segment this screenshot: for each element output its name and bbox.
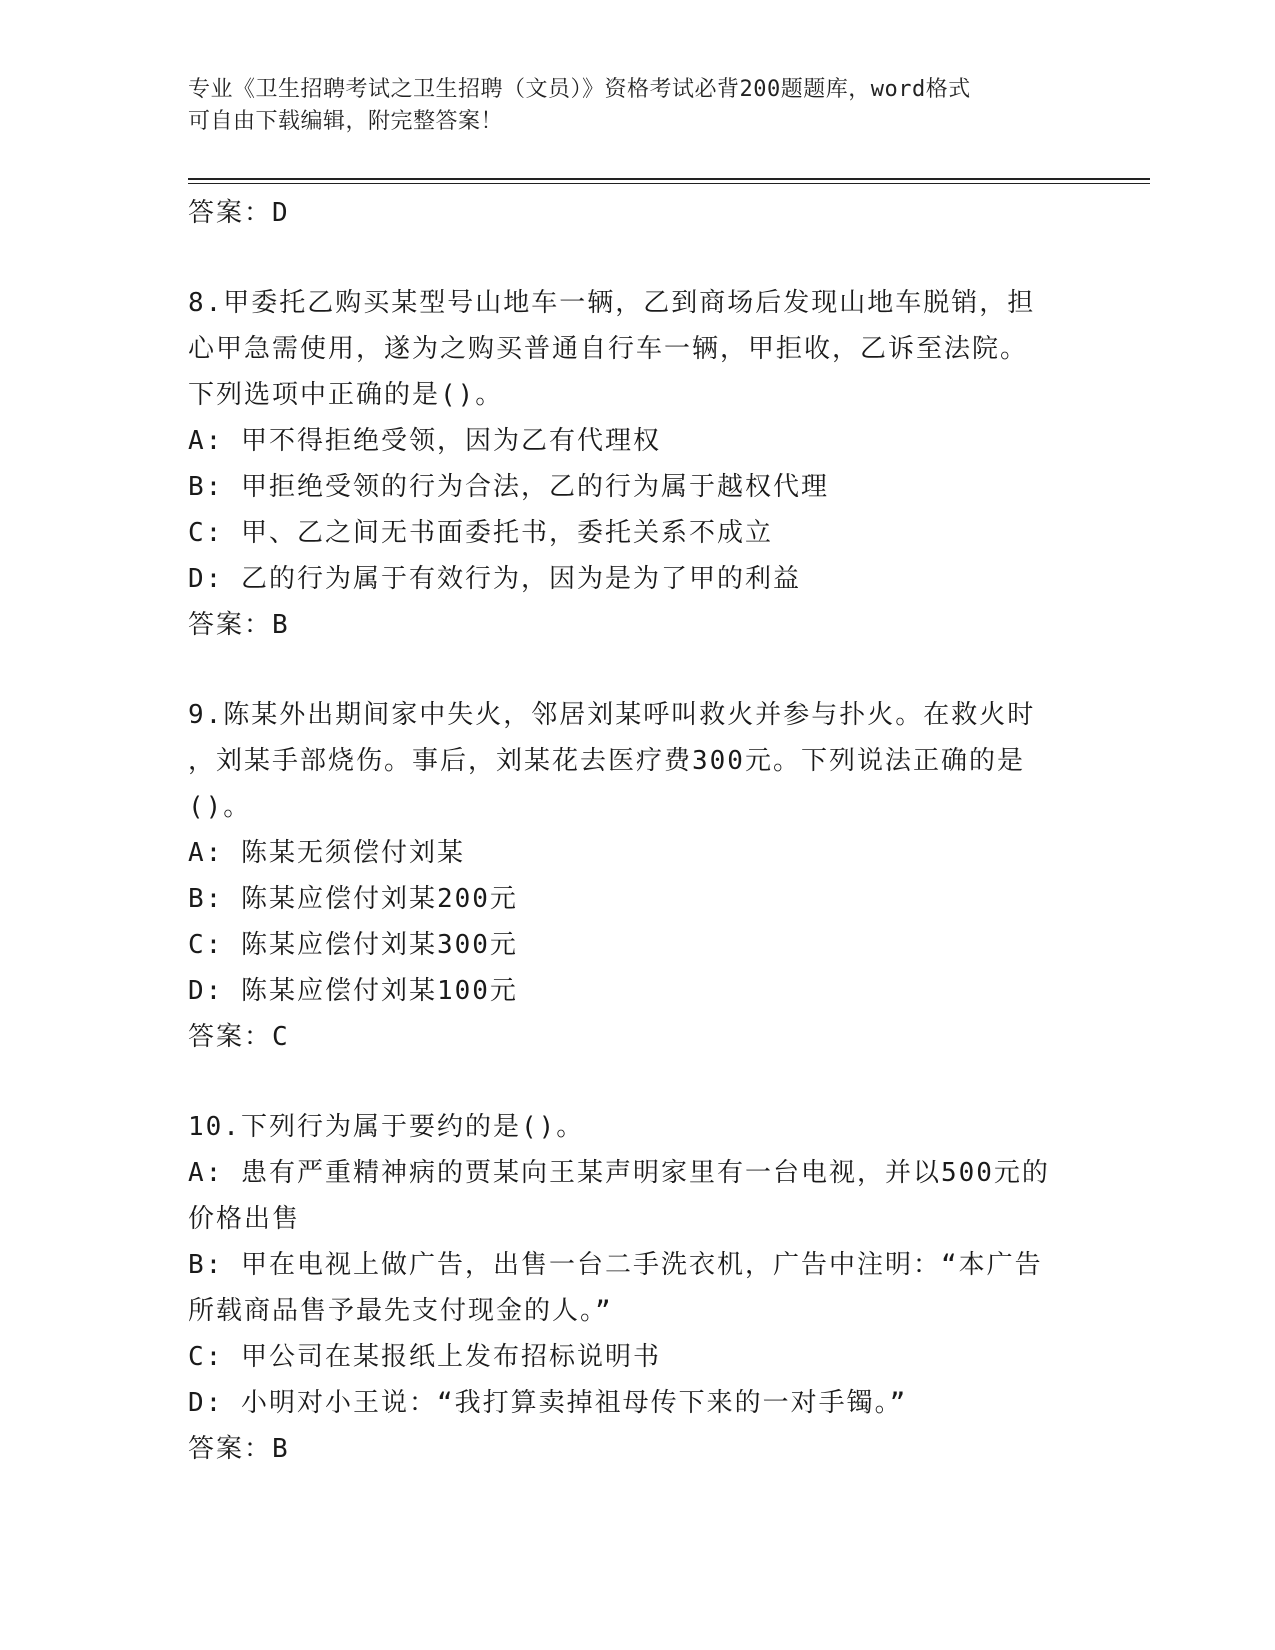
question-stem-line: 心甲急需使用，遂为之购买普通自行车一辆，甲拒收，乙诉至法院。 — [188, 334, 1029, 364]
option-c: C: 甲、乙之间无书面委托书，委托关系不成立 — [188, 518, 773, 548]
question-stem-line: ，刘某手部烧伤。事后，刘某花去医疗费300元。下列说法正确的是 — [188, 746, 1025, 776]
header-line-1: 专业《卫生招聘考试之卫生招聘（文员）》资格考试必背200题题库，word格式 — [188, 77, 971, 102]
answer-line: 答案：B — [188, 610, 290, 640]
option-d: D: 陈某应偿付刘某100元 — [188, 976, 518, 1006]
previous-answer: 答案：D — [188, 198, 290, 228]
header-line-2: 可自由下载编辑，附完整答案！ — [188, 109, 504, 134]
option-a: A: 陈某无须偿付刘某 — [188, 838, 465, 868]
option-d: D: 乙的行为属于有效行为，因为是为了甲的利益 — [188, 564, 801, 594]
question-block — [188, 692, 1088, 1060]
option-b: B: 陈某应偿付刘某200元 — [188, 884, 518, 914]
option-b: B: 甲在电视上做广告，出售一台二手洗衣机，广告中注明：“本广告 — [188, 1250, 1043, 1280]
question-stem-line: 10.下列行为属于要约的是()。 — [188, 1112, 585, 1142]
option-c: C: 陈某应偿付刘某300元 — [188, 930, 518, 960]
spacer — [188, 1060, 1088, 1104]
option-c: C: 甲公司在某报纸上发布招标说明书 — [188, 1342, 661, 1372]
option-b-continued: 所载商品售予最先支付现金的人。” — [188, 1296, 613, 1326]
option-a: A: 甲不得拒绝受领，因为乙有代理权 — [188, 426, 661, 456]
header-divider-thick — [188, 178, 1150, 180]
option-b: B: 甲拒绝受领的行为合法，乙的行为属于越权代理 — [188, 472, 829, 502]
spacer — [188, 648, 1088, 692]
question-block — [188, 280, 1088, 648]
question-block — [188, 1104, 1088, 1472]
option-a: A: 患有严重精神病的贾某向王某声明家里有一台电视，并以500元的 — [188, 1158, 1050, 1188]
question-stem-line: 9.陈某外出期间家中失火，邻居刘某呼叫救火并参与扑火。在救火时 — [188, 700, 1036, 730]
spacer — [188, 236, 1088, 280]
option-d: D: 小明对小王说：“我打算卖掉祖母传下来的一对手镯。” — [188, 1388, 908, 1418]
answer-line: 答案：B — [188, 1434, 290, 1464]
header-divider-thin — [188, 183, 1150, 184]
option-a-continued: 价格出售 — [188, 1204, 301, 1234]
page-header — [188, 74, 1068, 138]
question-stem-line: ()。 — [188, 792, 252, 822]
question-list — [188, 190, 1088, 1472]
answer-line: 答案：C — [188, 1022, 290, 1052]
question-stem-line: 下列选项中正确的是()。 — [188, 380, 504, 410]
question-stem-line: 8.甲委托乙购买某型号山地车一辆，乙到商场后发现山地车脱销，担 — [188, 288, 1036, 318]
